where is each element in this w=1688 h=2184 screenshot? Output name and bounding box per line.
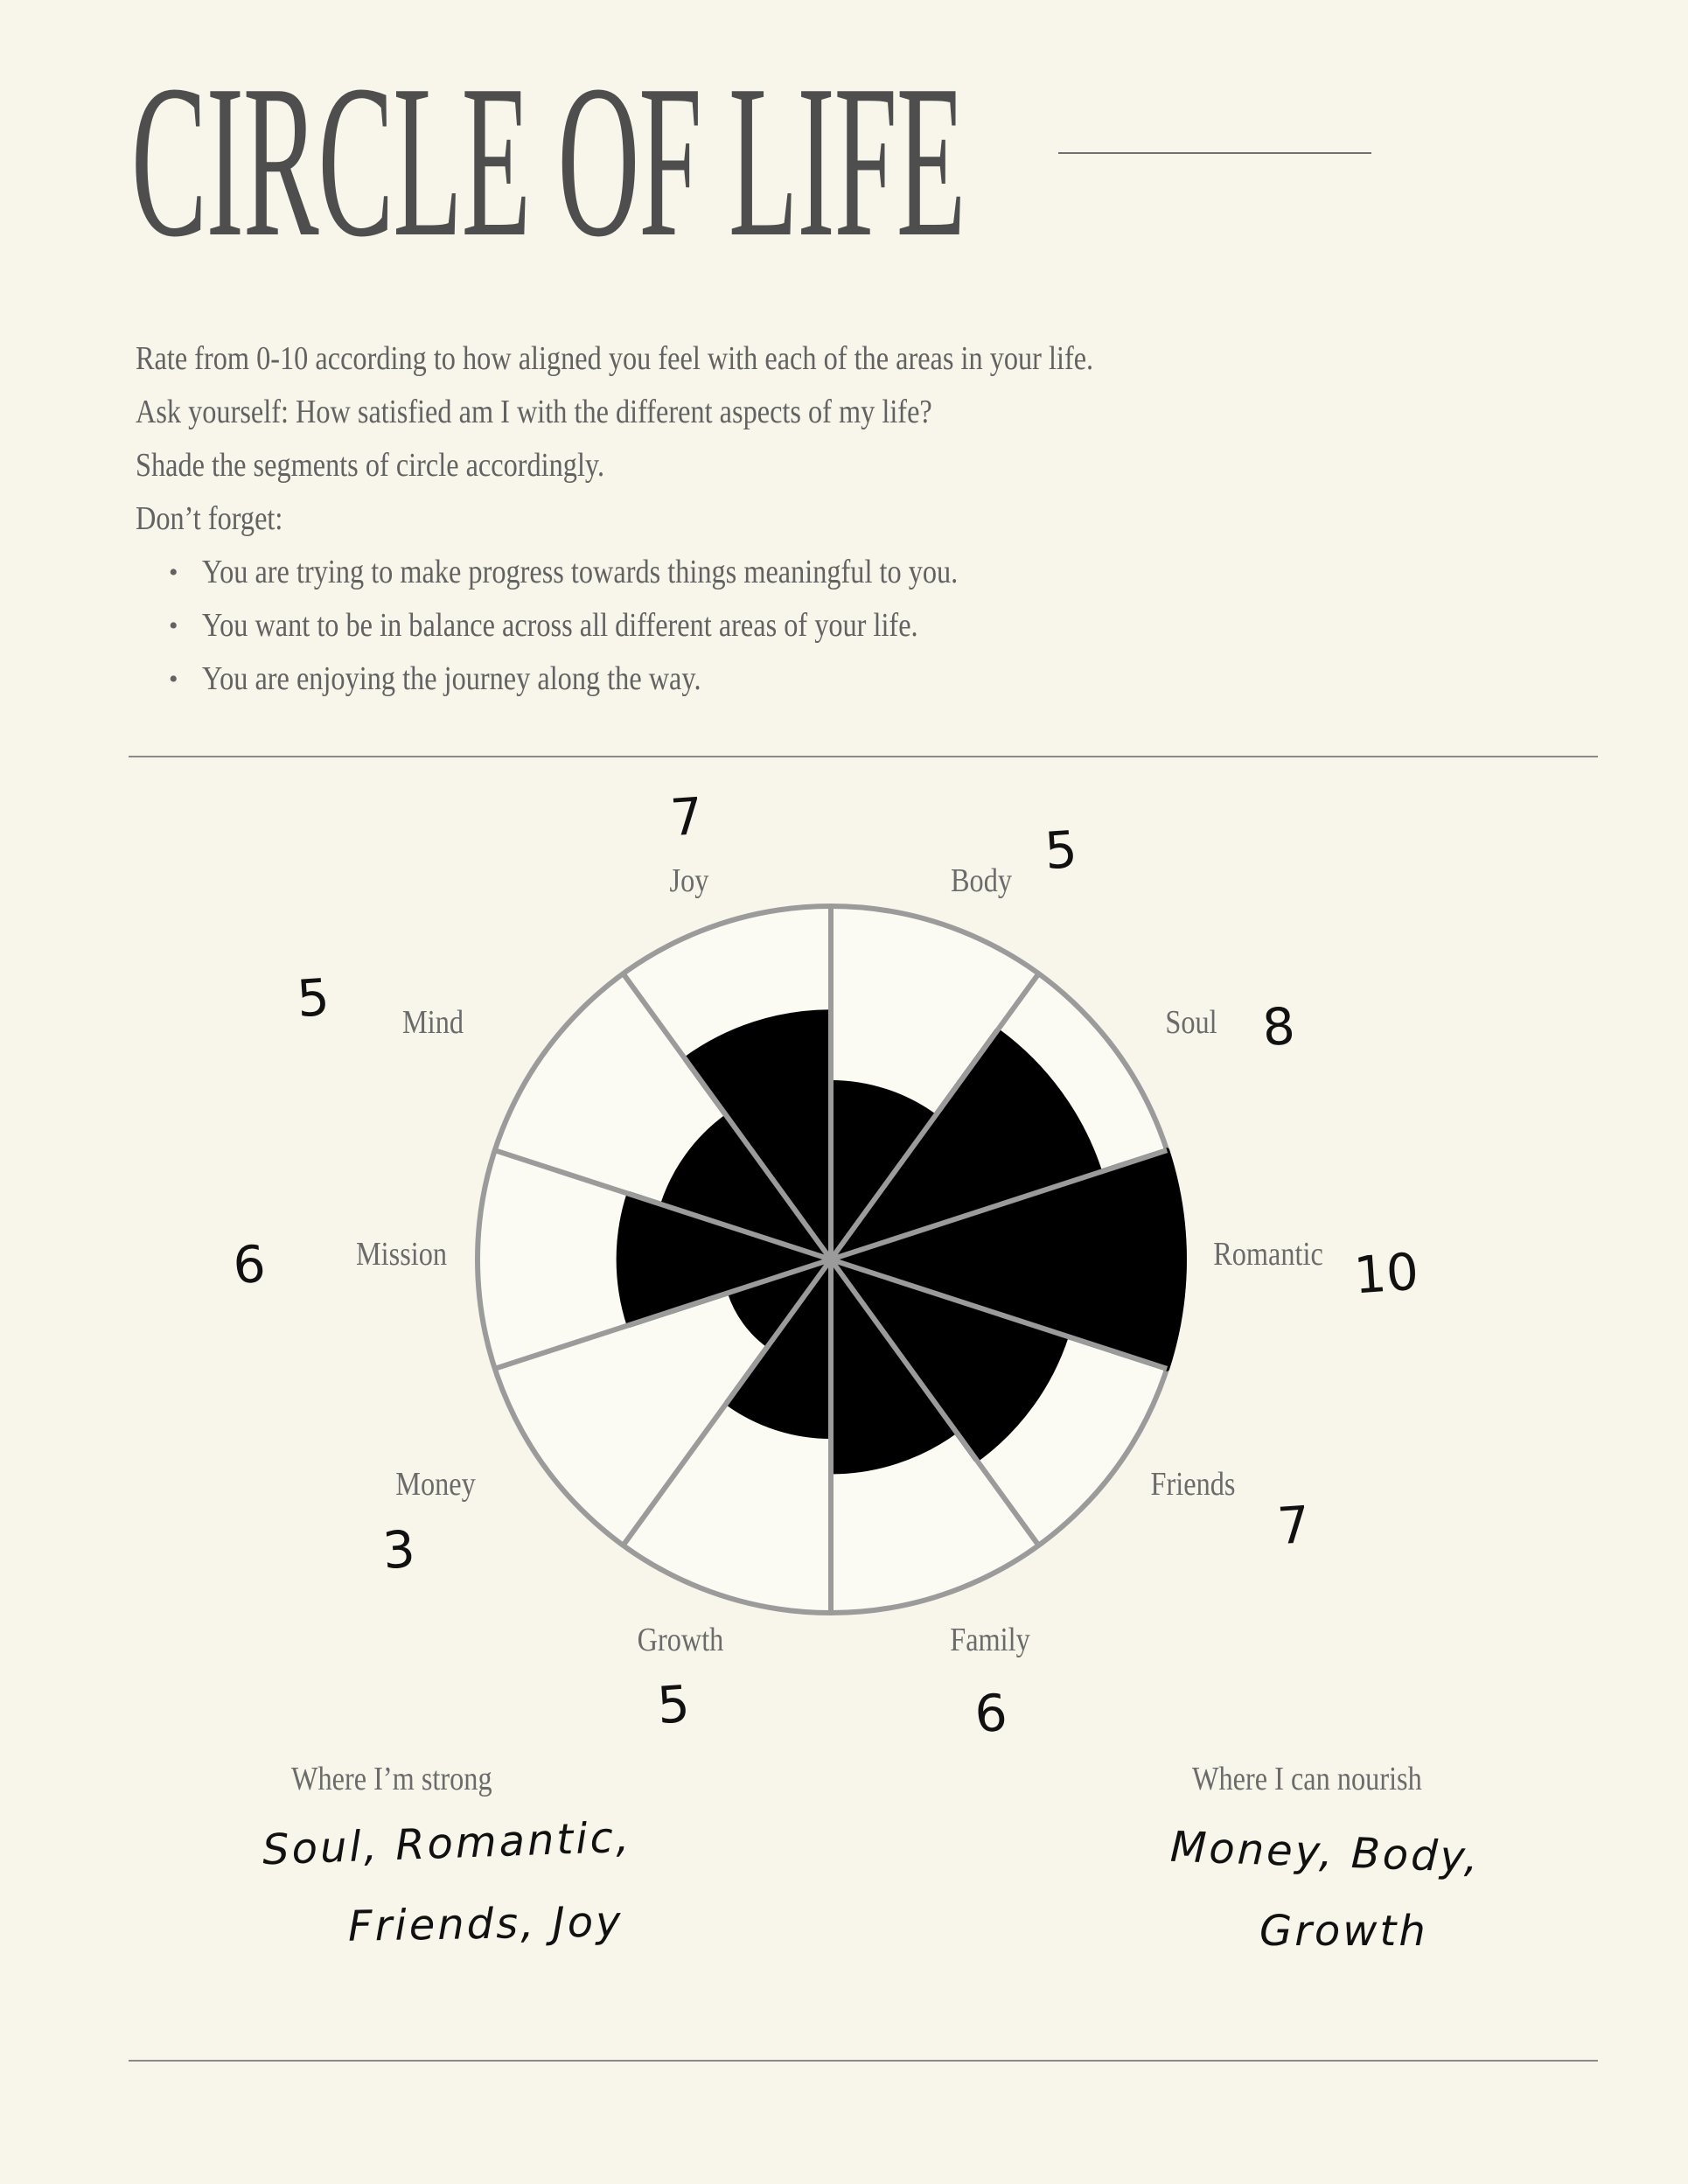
score-growth: 5 [655, 1673, 692, 1736]
segment-label-mission: Mission [355, 1236, 448, 1273]
bullet-icon: • [169, 558, 178, 587]
segment-label-romantic: Romantic [1213, 1236, 1323, 1273]
segment-label-joy: Joy [669, 862, 709, 899]
instruction-line: Don’t forget: [136, 500, 283, 537]
strong-areas-line-1: Soul, Romantic, [262, 1812, 633, 1875]
score-soul: 8 [1260, 995, 1297, 1058]
strong-label: Where I’m strong [291, 1761, 492, 1797]
score-mind: 5 [295, 966, 331, 1029]
score-body: 5 [1043, 819, 1079, 882]
bullet-icon: • [169, 611, 178, 640]
segment-label-mind: Mind [401, 1004, 464, 1041]
segment-label-money: Money [395, 1466, 476, 1503]
instruction-line: Rate from 0-10 according to how aligned you feel with each of the areas in your life. [136, 340, 1094, 377]
segment-label-family: Family [950, 1622, 1030, 1658]
score-mission: 6 [231, 1233, 268, 1296]
score-romantic: 10 [1351, 1241, 1421, 1306]
nourish-areas-line-2: Growth [1259, 1907, 1428, 1956]
list-item: • You are enjoying the journey along the way. [136, 652, 1360, 706]
section-divider-bottom [129, 2060, 1598, 2062]
instruction-line: Shade the segments of circle accordingly. [136, 447, 605, 484]
score-friends: 7 [1275, 1494, 1312, 1557]
page-title: CIRCLE OF LIFE [131, 40, 966, 283]
segment-label-body: Body [950, 862, 1013, 899]
nourish-areas-line-1: Money, Body, [1169, 1822, 1482, 1883]
bullet-icon: • [169, 665, 178, 694]
list-item: • You are trying to make progress towards things meaningful to you. [136, 546, 1360, 599]
nourish-label: Where I can nourish [1192, 1761, 1422, 1797]
segment-label-friends: Friends [1150, 1466, 1236, 1503]
segment-label-soul: Soul [1165, 1004, 1217, 1041]
instruction-line: Ask yourself: How satisfied am I with the different aspects of my life? [136, 394, 932, 430]
score-money: 3 [380, 1518, 417, 1581]
list-item: • You want to be in balance across all different areas of your life. [136, 599, 1360, 652]
strong-areas-line-2: Friends, Joy [347, 1897, 624, 1951]
score-family: 6 [973, 1682, 1009, 1745]
score-joy: 7 [668, 785, 705, 848]
segment-label-growth: Growth [637, 1622, 724, 1658]
